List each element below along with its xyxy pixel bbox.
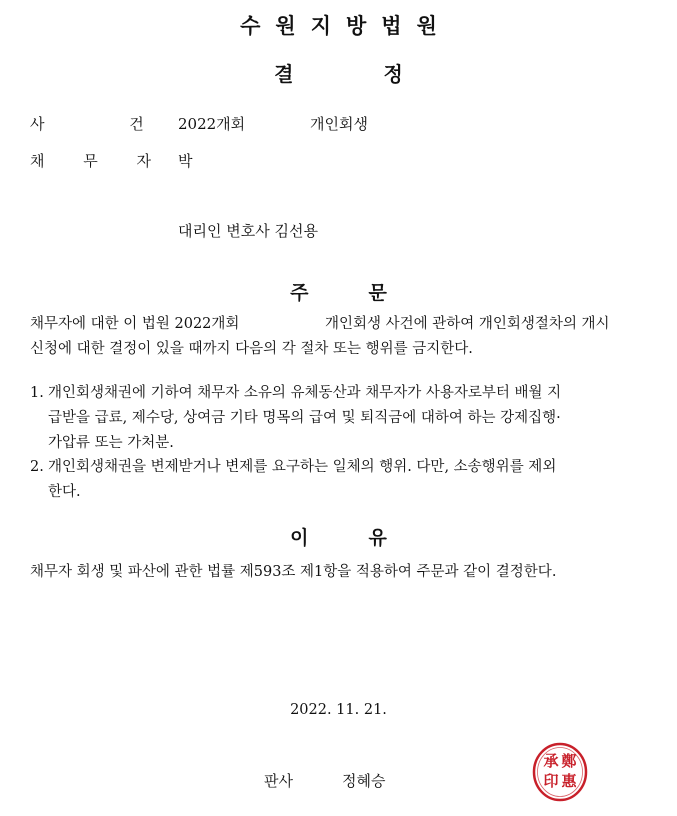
order-heading-left: 주: [290, 282, 309, 304]
debtor-name: 박: [178, 152, 193, 170]
debtor-label: 채 무 자: [30, 152, 169, 170]
order-item-number: 2.: [30, 459, 44, 475]
case-number: 2022개회: [178, 115, 246, 133]
order-intro-line1-b: 개인회생 사건에 관하여 개인회생절차의 개시: [325, 316, 610, 332]
order-item-number: 1.: [30, 385, 44, 401]
reason-heading-left: 이: [290, 527, 309, 549]
order-intro-line1-a: 채무자에 대한 이 법원 2022개회: [30, 316, 240, 332]
court-name: 수원지방법원: [240, 14, 452, 38]
order-item-line: 개인회생채권에 기하여 채무자 소유의 유체동산과 채무자가 사용자로부터 배월 지: [48, 385, 562, 401]
judge-seal-stamp: [531, 741, 589, 803]
svg-text:承: 承: [543, 752, 559, 770]
document-type-right: 정: [383, 62, 403, 86]
case-label: 사 건: [30, 115, 184, 133]
svg-text:印: 印: [543, 772, 559, 790]
order-heading: [0, 278, 677, 305]
order-item-line: 가압류 또는 가처분.: [48, 435, 174, 451]
order-heading-right: 문: [368, 282, 387, 304]
order-item-line: 급받을 급료, 제수당, 상여금 기타 명목의 급여 및 퇴직금에 대하여 하는 강제집행·: [48, 410, 561, 426]
svg-text:鄭: 鄭: [561, 752, 577, 770]
reason-heading: [0, 523, 677, 550]
judge-name: 정혜승: [342, 772, 386, 790]
reason-heading-right: 유: [368, 527, 387, 549]
document-type-title: [0, 58, 677, 87]
case-name: 개인회생: [310, 115, 368, 133]
order-item-line: 한다.: [48, 484, 81, 500]
reason-text: 채무자 회생 및 파산에 관한 법률 제593조 제1항을 적용하여 주문과 같이 결정한다.: [30, 564, 557, 580]
debtor-agent: 대리인 변호사 김선용: [178, 222, 318, 240]
decision-date: 2022. 11. 21.: [290, 702, 387, 718]
judge-title: 판사: [264, 772, 293, 790]
order-intro-line2: 신청에 대한 결정이 있을 때까지 다음의 각 절차 또는 행위를 금지한다.: [30, 341, 473, 357]
order-item-line: 개인회생채권을 변제받거나 변제를 요구하는 일체의 행위. 다만, 소송행위를 제외: [48, 459, 557, 475]
document-type-left: 결: [274, 62, 294, 86]
svg-text:惠: 惠: [561, 772, 577, 790]
